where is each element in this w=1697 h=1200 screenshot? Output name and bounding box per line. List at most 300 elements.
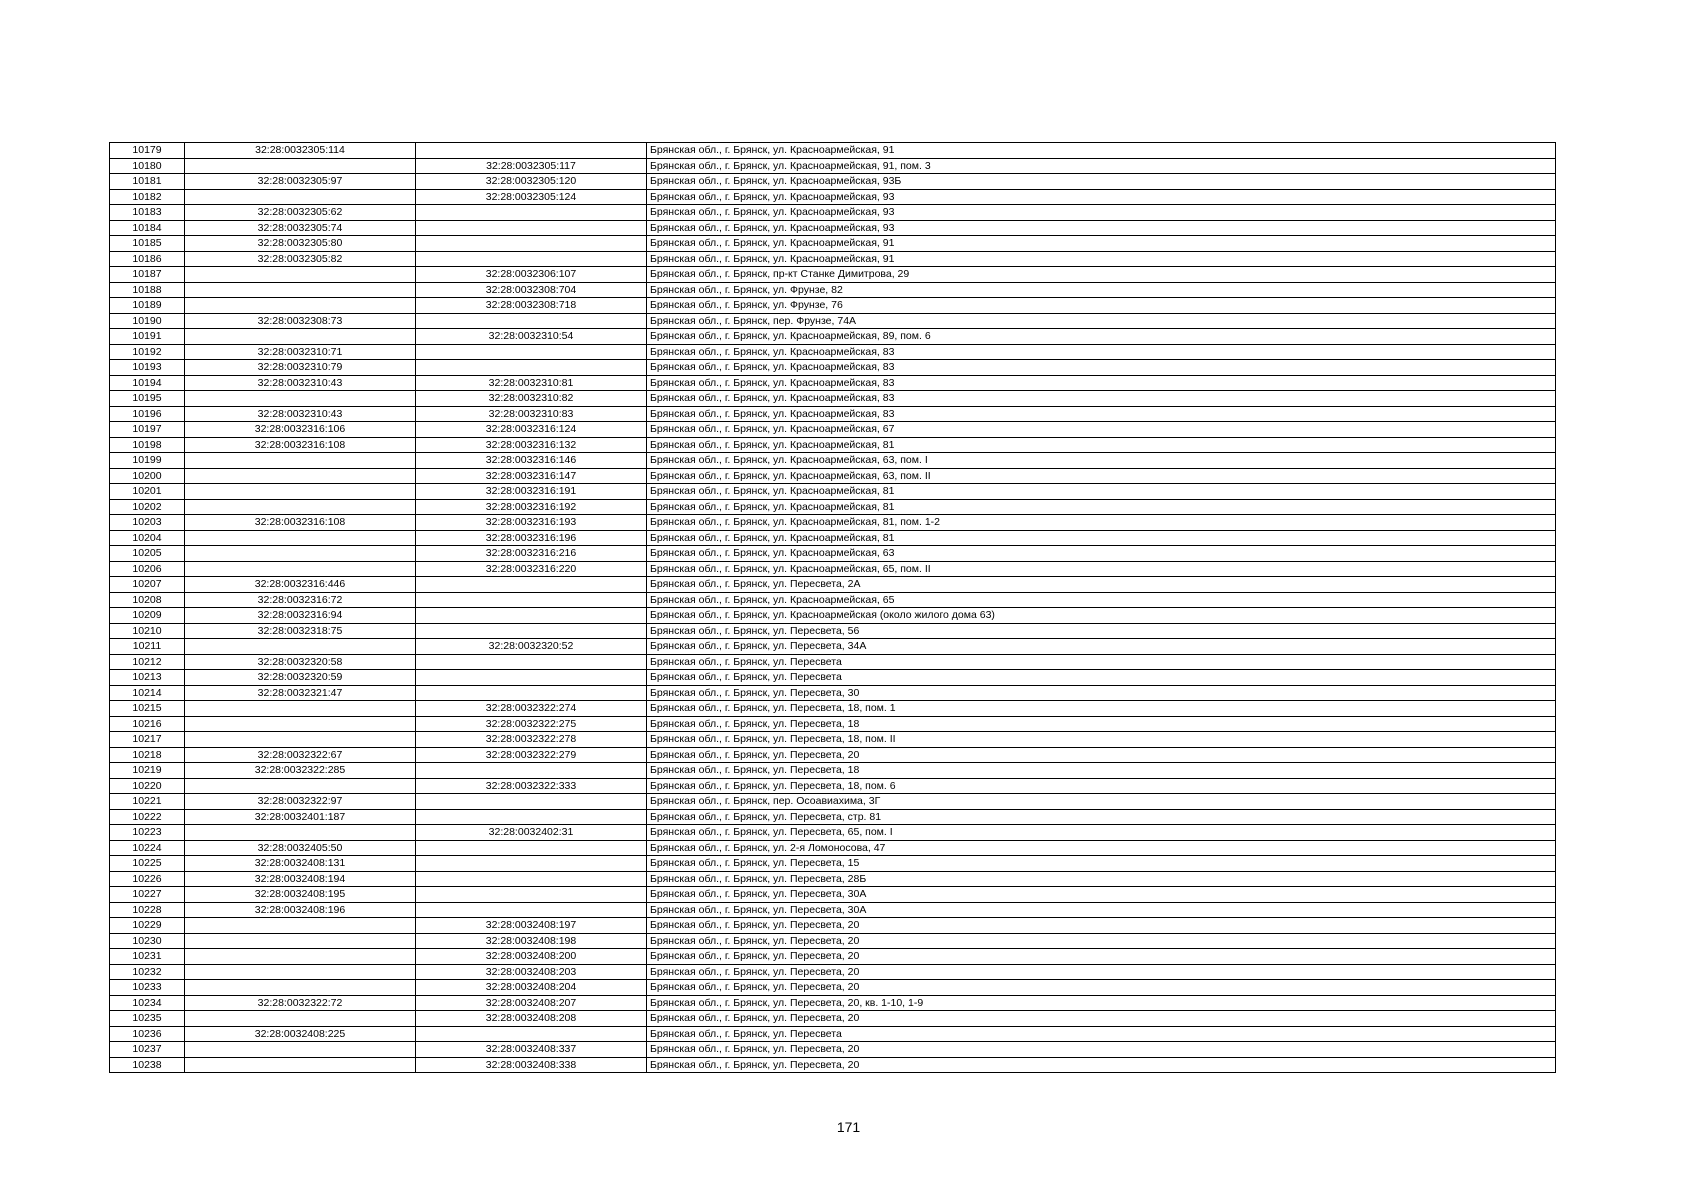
land-cadastral-number-cell: 32:28:0032408:196 [185, 902, 416, 918]
building-cadastral-number-cell: 32:28:0032316:216 [416, 546, 647, 562]
row-number-cell: 10192 [110, 344, 185, 360]
table-row [110, 794, 1556, 810]
address-cell: Брянская обл., г. Брянск, ул. Пересвета, 15 [647, 856, 1556, 872]
row-number-cell: 10181 [110, 174, 185, 190]
table-row [110, 654, 1556, 670]
table-row [110, 1011, 1556, 1027]
row-number-cell: 10227 [110, 887, 185, 903]
land-cadastral-number-cell: 32:28:0032316:72 [185, 592, 416, 608]
address-cell: Брянская обл., г. Брянск, ул. Пересвета, 20 [647, 747, 1556, 763]
address-cell: Брянская обл., г. Брянск, ул. Красноармейская, 81 [647, 499, 1556, 515]
building-cadastral-number-cell: 32:28:0032305:124 [416, 189, 647, 205]
land-cadastral-number-cell: 32:28:0032316:108 [185, 515, 416, 531]
table-row [110, 980, 1556, 996]
row-number-cell: 10205 [110, 546, 185, 562]
land-cadastral-number-cell: 32:28:0032305:97 [185, 174, 416, 190]
building-cadastral-number-cell [416, 608, 647, 624]
land-cadastral-number-cell [185, 484, 416, 500]
land-cadastral-number-cell [185, 158, 416, 174]
row-number-cell: 10206 [110, 561, 185, 577]
row-number-cell: 10235 [110, 1011, 185, 1027]
address-cell: Брянская обл., г. Брянск, ул. Пересвета, 18, пом. 6 [647, 778, 1556, 794]
row-number-cell: 10238 [110, 1057, 185, 1073]
table-row [110, 902, 1556, 918]
address-cell: Брянская обл., г. Брянск, ул. Пересвета, 2А [647, 577, 1556, 593]
address-cell: Брянская обл., г. Брянск, пер. Осоавиахима, 3Г [647, 794, 1556, 810]
address-cell: Брянская обл., г. Брянск, ул. Красноармейская, 91, пом. 3 [647, 158, 1556, 174]
row-number-cell: 10226 [110, 871, 185, 887]
address-cell: Брянская обл., г. Брянск, ул. Красноармейская, 65, пом. II [647, 561, 1556, 577]
register-table [109, 142, 1556, 1073]
table-row [110, 344, 1556, 360]
building-cadastral-number-cell [416, 887, 647, 903]
row-number-cell: 10223 [110, 825, 185, 841]
land-cadastral-number-cell [185, 716, 416, 732]
land-cadastral-number-cell [185, 1011, 416, 1027]
land-cadastral-number-cell: 32:28:0032305:82 [185, 251, 416, 267]
table-row [110, 933, 1556, 949]
building-cadastral-number-cell: 32:28:0032408:198 [416, 933, 647, 949]
table-row [110, 639, 1556, 655]
row-number-cell: 10187 [110, 267, 185, 283]
land-cadastral-number-cell: 32:28:0032310:43 [185, 406, 416, 422]
address-cell: Брянская обл., г. Брянск, ул. Красноармейская, 81 [647, 437, 1556, 453]
building-cadastral-number-cell [416, 313, 647, 329]
building-cadastral-number-cell: 32:28:0032308:718 [416, 298, 647, 314]
table-row [110, 360, 1556, 376]
land-cadastral-number-cell [185, 189, 416, 205]
building-cadastral-number-cell: 32:28:0032408:203 [416, 964, 647, 980]
table-row [110, 158, 1556, 174]
land-cadastral-number-cell [185, 282, 416, 298]
row-number-cell: 10232 [110, 964, 185, 980]
row-number-cell: 10213 [110, 670, 185, 686]
address-cell: Брянская обл., г. Брянск, ул. Пересвета, 34А [647, 639, 1556, 655]
building-cadastral-number-cell: 32:28:0032316:132 [416, 437, 647, 453]
row-number-cell: 10225 [110, 856, 185, 872]
building-cadastral-number-cell [416, 1026, 647, 1042]
land-cadastral-number-cell: 32:28:0032310:43 [185, 375, 416, 391]
row-number-cell: 10204 [110, 530, 185, 546]
building-cadastral-number-cell [416, 623, 647, 639]
building-cadastral-number-cell [416, 360, 647, 376]
address-cell: Брянская обл., г. Брянск, ул. Пересвета, 20 [647, 949, 1556, 965]
row-number-cell: 10190 [110, 313, 185, 329]
address-cell: Брянская обл., г. Брянск, ул. Пересвета, 20 [647, 918, 1556, 934]
building-cadastral-number-cell [416, 577, 647, 593]
row-number-cell: 10228 [110, 902, 185, 918]
table-row [110, 995, 1556, 1011]
row-number-cell: 10217 [110, 732, 185, 748]
land-cadastral-number-cell: 32:28:0032320:59 [185, 670, 416, 686]
row-number-cell: 10209 [110, 608, 185, 624]
address-cell: Брянская обл., г. Брянск, ул. Красноармейская, 83 [647, 375, 1556, 391]
building-cadastral-number-cell: 32:28:0032306:107 [416, 267, 647, 283]
row-number-cell: 10198 [110, 437, 185, 453]
building-cadastral-number-cell [416, 236, 647, 252]
address-cell: Брянская обл., г. Брянск, ул. Пересвета, 30А [647, 887, 1556, 903]
address-cell: Брянская обл., г. Брянск, ул. Красноармейская, 93 [647, 189, 1556, 205]
land-cadastral-number-cell: 32:28:0032408:225 [185, 1026, 416, 1042]
table-row [110, 329, 1556, 345]
table-row [110, 809, 1556, 825]
row-number-cell: 10219 [110, 763, 185, 779]
land-cadastral-number-cell: 32:28:0032321:47 [185, 685, 416, 701]
land-cadastral-number-cell: 32:28:0032318:75 [185, 623, 416, 639]
table-row [110, 313, 1556, 329]
page-number: 171 [836, 1119, 861, 1135]
row-number-cell: 10183 [110, 205, 185, 221]
table-row [110, 623, 1556, 639]
land-cadastral-number-cell [185, 825, 416, 841]
address-cell: Брянская обл., г. Брянск, ул. Пересвета, 56 [647, 623, 1556, 639]
land-cadastral-number-cell: 32:28:0032320:58 [185, 654, 416, 670]
address-cell: Брянская обл., г. Брянск, ул. Пересвета, 28Б [647, 871, 1556, 887]
table-row [110, 236, 1556, 252]
land-cadastral-number-cell [185, 639, 416, 655]
land-cadastral-number-cell: 32:28:0032305:62 [185, 205, 416, 221]
row-number-cell: 10185 [110, 236, 185, 252]
address-cell: Брянская обл., г. Брянск, ул. Красноармейская, 63, пом. I [647, 453, 1556, 469]
row-number-cell: 10234 [110, 995, 185, 1011]
table-row [110, 282, 1556, 298]
address-cell: Брянская обл., г. Брянск, ул. Пересвета, 30А [647, 902, 1556, 918]
table-row [110, 205, 1556, 221]
address-cell: Брянская обл., г. Брянск, ул. Пересвета, 20, кв. 1-10, 1-9 [647, 995, 1556, 1011]
land-cadastral-number-cell [185, 964, 416, 980]
row-number-cell: 10202 [110, 499, 185, 515]
table-row [110, 1042, 1556, 1058]
address-cell: Брянская обл., г. Брянск, пр-кт Станке Димитрова, 29 [647, 267, 1556, 283]
table-row [110, 716, 1556, 732]
land-cadastral-number-cell [185, 530, 416, 546]
address-cell: Брянская обл., г. Брянск, ул. Красноармейская, 67 [647, 422, 1556, 438]
row-number-cell: 10193 [110, 360, 185, 376]
address-cell: Брянская обл., г. Брянск, ул. Пересвета, стр. 81 [647, 809, 1556, 825]
table-row [110, 871, 1556, 887]
land-cadastral-number-cell: 32:28:0032322:97 [185, 794, 416, 810]
table-row [110, 856, 1556, 872]
table-row [110, 825, 1556, 841]
building-cadastral-number-cell [416, 856, 647, 872]
address-cell: Брянская обл., г. Брянск, ул. Красноармейская, 81, пом. 1-2 [647, 515, 1556, 531]
row-number-cell: 10207 [110, 577, 185, 593]
row-number-cell: 10191 [110, 329, 185, 345]
row-number-cell: 10210 [110, 623, 185, 639]
building-cadastral-number-cell: 32:28:0032310:54 [416, 329, 647, 345]
address-cell: Брянская обл., г. Брянск, ул. Пересвета, 18, пом. II [647, 732, 1556, 748]
address-cell: Брянская обл., г. Брянск, ул. 2-я Ломоносова, 47 [647, 840, 1556, 856]
building-cadastral-number-cell: 32:28:0032308:704 [416, 282, 647, 298]
building-cadastral-number-cell: 32:28:0032322:278 [416, 732, 647, 748]
address-cell: Брянская обл., г. Брянск, ул. Пересвета [647, 670, 1556, 686]
register-table-body [110, 143, 1556, 1073]
land-cadastral-number-cell: 32:28:0032310:79 [185, 360, 416, 376]
table-row [110, 468, 1556, 484]
address-cell: Брянская обл., г. Брянск, пер. Фрунзе, 74А [647, 313, 1556, 329]
building-cadastral-number-cell [416, 220, 647, 236]
table-row [110, 546, 1556, 562]
land-cadastral-number-cell [185, 933, 416, 949]
land-cadastral-number-cell: 32:28:0032316:94 [185, 608, 416, 624]
row-number-cell: 10233 [110, 980, 185, 996]
building-cadastral-number-cell [416, 143, 647, 159]
land-cadastral-number-cell: 32:28:0032305:114 [185, 143, 416, 159]
table-row [110, 964, 1556, 980]
row-number-cell: 10216 [110, 716, 185, 732]
address-cell: Брянская обл., г. Брянск, ул. Пересвета, 65, пом. I [647, 825, 1556, 841]
land-cadastral-number-cell [185, 468, 416, 484]
building-cadastral-number-cell: 32:28:0032320:52 [416, 639, 647, 655]
building-cadastral-number-cell: 32:28:0032322:279 [416, 747, 647, 763]
building-cadastral-number-cell: 32:28:0032408:338 [416, 1057, 647, 1073]
address-cell: Брянская обл., г. Брянск, ул. Пересвета, 18, пом. 1 [647, 701, 1556, 717]
building-cadastral-number-cell: 32:28:0032316:192 [416, 499, 647, 515]
table-row [110, 592, 1556, 608]
table-row [110, 406, 1556, 422]
address-cell: Брянская обл., г. Брянск, ул. Пересвета, 18 [647, 763, 1556, 779]
table-row [110, 685, 1556, 701]
table-row [110, 375, 1556, 391]
land-cadastral-number-cell: 32:28:0032305:74 [185, 220, 416, 236]
land-cadastral-number-cell: 32:28:0032401:187 [185, 809, 416, 825]
row-number-cell: 10237 [110, 1042, 185, 1058]
building-cadastral-number-cell: 32:28:0032316:220 [416, 561, 647, 577]
building-cadastral-number-cell [416, 794, 647, 810]
building-cadastral-number-cell [416, 592, 647, 608]
row-number-cell: 10224 [110, 840, 185, 856]
building-cadastral-number-cell: 32:28:0032310:81 [416, 375, 647, 391]
land-cadastral-number-cell [185, 329, 416, 345]
address-cell: Брянская обл., г. Брянск, ул. Пересвета, 30 [647, 685, 1556, 701]
address-cell: Брянская обл., г. Брянск, ул. Пересвета, 20 [647, 964, 1556, 980]
table-row [110, 840, 1556, 856]
table-row [110, 515, 1556, 531]
building-cadastral-number-cell: 32:28:0032322:275 [416, 716, 647, 732]
address-cell: Брянская обл., г. Брянск, ул. Пересвета [647, 654, 1556, 670]
table-row [110, 437, 1556, 453]
land-cadastral-number-cell: 32:28:0032405:50 [185, 840, 416, 856]
land-cadastral-number-cell [185, 391, 416, 407]
building-cadastral-number-cell [416, 840, 647, 856]
land-cadastral-number-cell: 32:28:0032322:67 [185, 747, 416, 763]
row-number-cell: 10208 [110, 592, 185, 608]
land-cadastral-number-cell: 32:28:0032322:285 [185, 763, 416, 779]
land-cadastral-number-cell [185, 1057, 416, 1073]
land-cadastral-number-cell: 32:28:0032305:80 [185, 236, 416, 252]
address-cell: Брянская обл., г. Брянск, ул. Красноармейская, 63 [647, 546, 1556, 562]
land-cadastral-number-cell [185, 778, 416, 794]
building-cadastral-number-cell: 32:28:0032310:82 [416, 391, 647, 407]
table-row [110, 763, 1556, 779]
table-row [110, 887, 1556, 903]
land-cadastral-number-cell [185, 732, 416, 748]
table-row [110, 561, 1556, 577]
table-row [110, 189, 1556, 205]
address-cell: Брянская обл., г. Брянск, ул. Пересвета, 20 [647, 1042, 1556, 1058]
land-cadastral-number-cell: 32:28:0032408:194 [185, 871, 416, 887]
address-cell: Брянская обл., г. Брянск, ул. Красноармейская, 91 [647, 251, 1556, 267]
land-cadastral-number-cell [185, 918, 416, 934]
table-row [110, 174, 1556, 190]
address-cell: Брянская обл., г. Брянск, ул. Красноармейская, 93 [647, 220, 1556, 236]
address-cell: Брянская обл., г. Брянск, ул. Пересвета, 20 [647, 933, 1556, 949]
land-cadastral-number-cell: 32:28:0032308:73 [185, 313, 416, 329]
row-number-cell: 10189 [110, 298, 185, 314]
land-cadastral-number-cell: 32:28:0032408:131 [185, 856, 416, 872]
table-row [110, 530, 1556, 546]
table-row [110, 251, 1556, 267]
address-cell: Брянская обл., г. Брянск, ул. Красноармейская, 83 [647, 344, 1556, 360]
row-number-cell: 10195 [110, 391, 185, 407]
address-cell: Брянская обл., г. Брянск, ул. Красноармейская, 91 [647, 236, 1556, 252]
table-row [110, 499, 1556, 515]
building-cadastral-number-cell: 32:28:0032305:120 [416, 174, 647, 190]
address-cell: Брянская обл., г. Брянск, ул. Пересвета, 20 [647, 980, 1556, 996]
table-row [110, 670, 1556, 686]
row-number-cell: 10179 [110, 143, 185, 159]
land-cadastral-number-cell [185, 267, 416, 283]
row-number-cell: 10220 [110, 778, 185, 794]
row-number-cell: 10180 [110, 158, 185, 174]
table-row [110, 391, 1556, 407]
address-cell: Брянская обл., г. Брянск, ул. Красноармейская, 83 [647, 360, 1556, 376]
row-number-cell: 10215 [110, 701, 185, 717]
address-cell: Брянская обл., г. Брянск, ул. Красноармейская, 63, пом. II [647, 468, 1556, 484]
table-row [110, 701, 1556, 717]
table-row [110, 778, 1556, 794]
land-cadastral-number-cell: 32:28:0032322:72 [185, 995, 416, 1011]
row-number-cell: 10203 [110, 515, 185, 531]
table-row [110, 949, 1556, 965]
building-cadastral-number-cell: 32:28:0032310:83 [416, 406, 647, 422]
table-row [110, 608, 1556, 624]
land-cadastral-number-cell: 32:28:0032408:195 [185, 887, 416, 903]
row-number-cell: 10188 [110, 282, 185, 298]
address-cell: Брянская обл., г. Брянск, ул. Пересвета, 20 [647, 1057, 1556, 1073]
land-cadastral-number-cell [185, 949, 416, 965]
land-cadastral-number-cell [185, 1042, 416, 1058]
address-cell: Брянская обл., г. Брянск, ул. Красноармейская, 83 [647, 406, 1556, 422]
address-cell: Брянская обл., г. Брянск, ул. Красноармейская, 83 [647, 391, 1556, 407]
row-number-cell: 10200 [110, 468, 185, 484]
land-cadastral-number-cell: 32:28:0032310:71 [185, 344, 416, 360]
land-cadastral-number-cell [185, 701, 416, 717]
row-number-cell: 10199 [110, 453, 185, 469]
address-cell: Брянская обл., г. Брянск, ул. Красноармейская (около жилого дома 63) [647, 608, 1556, 624]
address-cell: Брянская обл., г. Брянск, ул. Красноармейская, 93 [647, 205, 1556, 221]
building-cadastral-number-cell: 32:28:0032316:124 [416, 422, 647, 438]
table-row [110, 577, 1556, 593]
table-row [110, 484, 1556, 500]
address-cell: Брянская обл., г. Брянск, ул. Красноармейская, 89, пом. 6 [647, 329, 1556, 345]
row-number-cell: 10196 [110, 406, 185, 422]
land-cadastral-number-cell [185, 561, 416, 577]
row-number-cell: 10221 [110, 794, 185, 810]
table-row [110, 267, 1556, 283]
building-cadastral-number-cell [416, 763, 647, 779]
table-row [110, 422, 1556, 438]
building-cadastral-number-cell [416, 902, 647, 918]
address-cell: Брянская обл., г. Брянск, ул. Пересвета, 20 [647, 1011, 1556, 1027]
land-cadastral-number-cell: 32:28:0032316:446 [185, 577, 416, 593]
building-cadastral-number-cell: 32:28:0032316:147 [416, 468, 647, 484]
building-cadastral-number-cell [416, 685, 647, 701]
building-cadastral-number-cell [416, 344, 647, 360]
land-cadastral-number-cell [185, 298, 416, 314]
row-number-cell: 10231 [110, 949, 185, 965]
address-cell: Брянская обл., г. Брянск, ул. Красноармейская, 81 [647, 484, 1556, 500]
table-row [110, 220, 1556, 236]
table-row [110, 453, 1556, 469]
table-row [110, 732, 1556, 748]
address-cell: Брянская обл., г. Брянск, ул. Фрунзе, 82 [647, 282, 1556, 298]
table-row [110, 143, 1556, 159]
building-cadastral-number-cell: 32:28:0032322:274 [416, 701, 647, 717]
building-cadastral-number-cell: 32:28:0032408:337 [416, 1042, 647, 1058]
address-cell: Брянская обл., г. Брянск, ул. Фрунзе, 76 [647, 298, 1556, 314]
table-row [110, 747, 1556, 763]
row-number-cell: 10214 [110, 685, 185, 701]
row-number-cell: 10236 [110, 1026, 185, 1042]
row-number-cell: 10212 [110, 654, 185, 670]
land-cadastral-number-cell [185, 546, 416, 562]
table-row [110, 298, 1556, 314]
building-cadastral-number-cell [416, 205, 647, 221]
land-cadastral-number-cell: 32:28:0032316:106 [185, 422, 416, 438]
row-number-cell: 10218 [110, 747, 185, 763]
address-cell: Брянская обл., г. Брянск, ул. Пересвета [647, 1026, 1556, 1042]
table-row [110, 1026, 1556, 1042]
building-cadastral-number-cell: 32:28:0032316:196 [416, 530, 647, 546]
building-cadastral-number-cell [416, 654, 647, 670]
address-cell: Брянская обл., г. Брянск, ул. Красноармейская, 65 [647, 592, 1556, 608]
building-cadastral-number-cell: 32:28:0032408:197 [416, 918, 647, 934]
building-cadastral-number-cell [416, 251, 647, 267]
building-cadastral-number-cell: 32:28:0032402:31 [416, 825, 647, 841]
row-number-cell: 10194 [110, 375, 185, 391]
address-cell: Брянская обл., г. Брянск, ул. Красноармейская, 81 [647, 530, 1556, 546]
row-number-cell: 10229 [110, 918, 185, 934]
address-cell: Брянская обл., г. Брянск, ул. Пересвета, 18 [647, 716, 1556, 732]
building-cadastral-number-cell: 32:28:0032316:146 [416, 453, 647, 469]
building-cadastral-number-cell [416, 871, 647, 887]
building-cadastral-number-cell: 32:28:0032316:193 [416, 515, 647, 531]
building-cadastral-number-cell: 32:28:0032316:191 [416, 484, 647, 500]
row-number-cell: 10184 [110, 220, 185, 236]
building-cadastral-number-cell: 32:28:0032408:208 [416, 1011, 647, 1027]
building-cadastral-number-cell: 32:28:0032305:117 [416, 158, 647, 174]
row-number-cell: 10186 [110, 251, 185, 267]
building-cadastral-number-cell: 32:28:0032322:333 [416, 778, 647, 794]
row-number-cell: 10222 [110, 809, 185, 825]
row-number-cell: 10197 [110, 422, 185, 438]
table-row [110, 918, 1556, 934]
building-cadastral-number-cell: 32:28:0032408:200 [416, 949, 647, 965]
building-cadastral-number-cell: 32:28:0032408:204 [416, 980, 647, 996]
building-cadastral-number-cell: 32:28:0032408:207 [416, 995, 647, 1011]
row-number-cell: 10182 [110, 189, 185, 205]
table-row [110, 1057, 1556, 1073]
land-cadastral-number-cell [185, 453, 416, 469]
row-number-cell: 10211 [110, 639, 185, 655]
address-cell: Брянская обл., г. Брянск, ул. Красноармейская, 91 [647, 143, 1556, 159]
building-cadastral-number-cell [416, 809, 647, 825]
land-cadastral-number-cell [185, 980, 416, 996]
row-number-cell: 10230 [110, 933, 185, 949]
building-cadastral-number-cell [416, 670, 647, 686]
land-cadastral-number-cell [185, 499, 416, 515]
